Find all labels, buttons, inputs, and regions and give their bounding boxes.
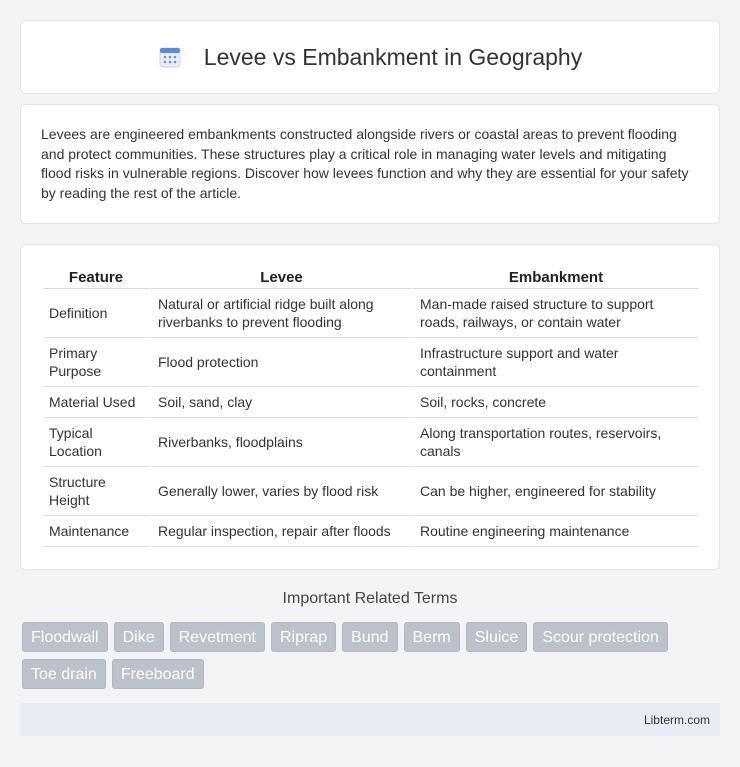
- cell-embankment: Infrastructure support and water containment: [411, 338, 698, 387]
- table-row: [43, 338, 698, 387]
- cell-levee: Generally lower, varies by flood risk: [149, 467, 411, 516]
- table-row: [43, 516, 698, 547]
- related-terms-title: Important Related Terms: [282, 590, 458, 607]
- table-row: [43, 289, 698, 338]
- tag-bund[interactable]: Bund: [342, 622, 397, 652]
- tag-scour-protection[interactable]: Scour protection: [533, 622, 668, 652]
- cell-feature: Definition: [43, 289, 149, 338]
- cell-feature: Structure Height: [43, 467, 149, 516]
- comparison-table-card: [20, 244, 720, 570]
- header-feature: Feature: [43, 265, 149, 289]
- related-terms-tags: [22, 622, 722, 689]
- table-row: [43, 467, 698, 516]
- cell-feature: Typical Location: [43, 418, 149, 467]
- cell-levee: Natural or artificial ridge built along riverbanks to prevent flooding: [149, 289, 411, 338]
- cell-embankment: Along transportation routes, reservoirs, canals: [411, 418, 698, 467]
- title-wrap: [158, 44, 582, 71]
- cell-feature: Material Used: [43, 387, 149, 418]
- table-header-row: [43, 265, 698, 289]
- page-title: Levee vs Embankment in Geography: [203, 43, 583, 70]
- tag-revetment[interactable]: Revetment: [170, 622, 265, 652]
- tag-floodwall[interactable]: Floodwall: [22, 622, 108, 652]
- cell-levee: Regular inspection, repair after floods: [149, 516, 411, 547]
- tag-riprap[interactable]: Riprap: [271, 622, 336, 652]
- cell-embankment: Routine engineering maintenance: [411, 516, 698, 547]
- table-row: [43, 418, 698, 467]
- calendar-icon: [158, 45, 182, 69]
- footer-site-link[interactable]: Libterm.com: [643, 712, 710, 727]
- table-row: [43, 387, 698, 418]
- tag-sluice[interactable]: Sluice: [466, 622, 528, 652]
- cell-embankment: Soil, rocks, concrete: [411, 387, 698, 418]
- header-card: [20, 20, 720, 94]
- cell-feature: Primary Purpose: [43, 338, 149, 387]
- header-embankment: Embankment: [411, 265, 698, 289]
- header-levee: Levee: [149, 265, 411, 289]
- intro-text: Levees are engineered embankments constructed alongside rivers or coastal areas to prevent flooding and protect communities. These structures play a critical role in managing water levels and mitigating flood risks in vulnerable regions. Discover how levees function and why they are essential for your safety by reading the rest of the article.: [41, 126, 689, 201]
- intro-card: [20, 104, 720, 224]
- tag-dike[interactable]: Dike: [114, 622, 164, 652]
- cell-embankment: Man-made raised structure to support roads, railways, or contain water: [411, 289, 698, 338]
- cell-levee: Soil, sand, clay: [149, 387, 411, 418]
- cell-embankment: Can be higher, engineered for stability: [411, 467, 698, 516]
- footer: [20, 703, 720, 736]
- cell-levee: Flood protection: [149, 338, 411, 387]
- cell-feature: Maintenance: [43, 516, 149, 547]
- cell-levee: Riverbanks, floodplains: [149, 418, 411, 467]
- tag-freeboard[interactable]: Freeboard: [112, 659, 204, 689]
- tag-toe-drain[interactable]: Toe drain: [22, 659, 106, 689]
- tag-berm[interactable]: Berm: [404, 622, 460, 652]
- comparison-table: [43, 265, 698, 547]
